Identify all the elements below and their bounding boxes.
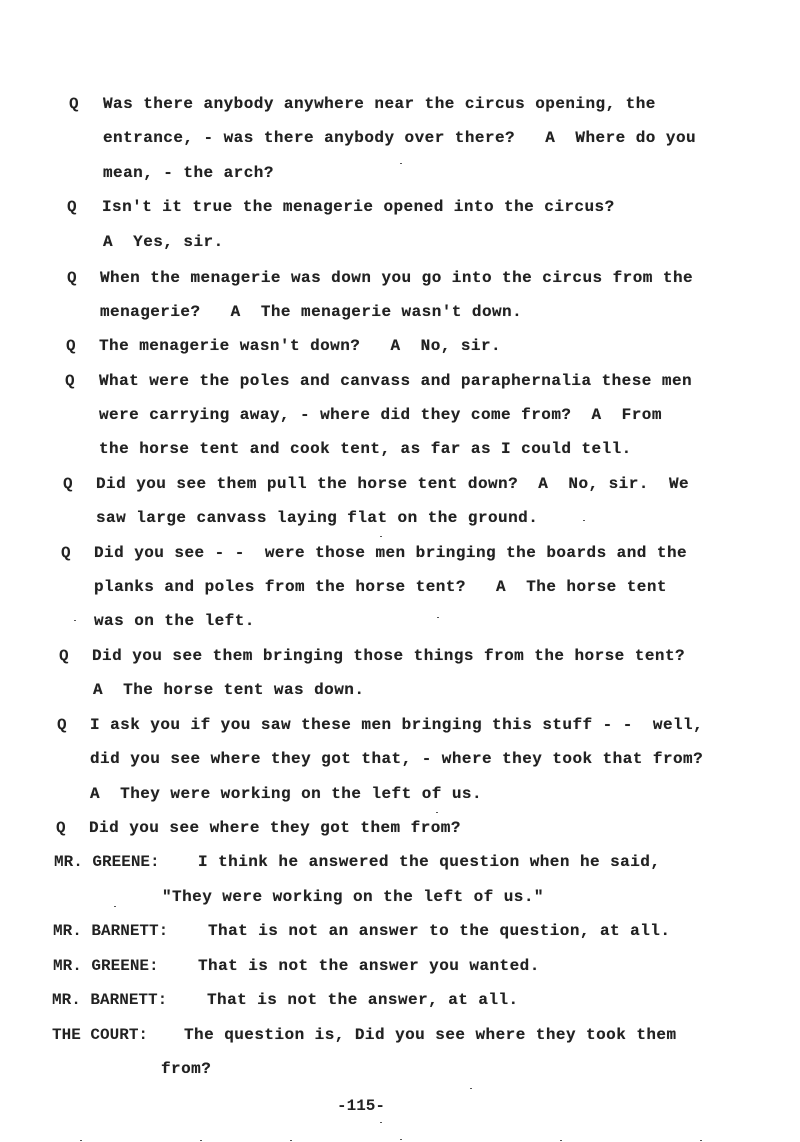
transcript-line: was on the left. xyxy=(94,612,255,630)
question-marker: Q xyxy=(69,95,79,113)
scan-speck xyxy=(583,520,585,521)
scan-speck xyxy=(380,536,382,537)
question-marker: Q xyxy=(67,198,77,216)
speaker-statement: That is not the answer, at all. xyxy=(207,991,519,1009)
question-marker: Q xyxy=(66,337,76,355)
speaker-label: THE COURT: xyxy=(52,1026,149,1044)
transcript-line: mean, - the arch? xyxy=(103,164,274,182)
scan-speck xyxy=(380,1122,382,1123)
question-marker: Q xyxy=(57,716,67,734)
transcript-line: The menagerie wasn't down? A No, sir. xyxy=(99,337,502,355)
scan-speck xyxy=(290,1140,292,1141)
page-number: -115- xyxy=(337,1097,386,1115)
speaker-statement: from? xyxy=(161,1060,212,1078)
scan-speck xyxy=(560,1140,562,1141)
question-marker: Q xyxy=(56,819,66,837)
scan-speck xyxy=(80,1140,82,1141)
transcript-line: Did you see them bringing those things from the horse tent? xyxy=(92,647,686,665)
transcript-line: What were the poles and canvass and paraphernalia these men xyxy=(99,372,693,390)
speaker-label: MR. BARNETT: xyxy=(52,991,168,1009)
speaker-label: MR. GREENE: xyxy=(53,957,159,975)
speaker-statement: I think he answered the question when he said, xyxy=(198,853,661,871)
scan-speck xyxy=(470,1088,472,1089)
transcript-line: Did you see where they got them from? xyxy=(89,819,461,837)
scan-speck xyxy=(400,1139,402,1140)
speaker-statement: "They were working on the left of us." xyxy=(162,888,544,906)
transcript-line: I ask you if you saw these men bringing this stuff - - well, xyxy=(90,716,704,734)
transcript-line: Isn't it true the menagerie opened into the circus? xyxy=(102,198,615,216)
question-marker: Q xyxy=(67,269,77,287)
answer-line: A They were working on the left of us. xyxy=(90,785,483,803)
question-marker: Q xyxy=(61,544,71,562)
speaker-statement: That is not the answer you wanted. xyxy=(198,957,540,975)
scan-speck xyxy=(74,620,76,621)
speaker-statement: The question is, Did you see where they took them xyxy=(184,1026,677,1044)
speaker-statement: That is not an answer to the question, at all. xyxy=(208,922,671,940)
question-marker: Q xyxy=(63,475,73,493)
speaker-label: MR. GREENE: xyxy=(54,853,160,871)
transcript-line: planks and poles from the horse tent? A The horse tent xyxy=(94,578,667,596)
transcript-line: Was there anybody anywhere near the circus opening, the xyxy=(103,95,656,113)
scan-speck xyxy=(700,1140,702,1141)
transcript-line: Did you see - - were those men bringing the boards and the xyxy=(94,544,688,562)
transcript-line: saw large canvass laying flat on the ground. xyxy=(96,509,539,527)
scan-speck xyxy=(437,617,439,618)
answer-line: A Yes, sir. xyxy=(103,233,224,251)
scan-speck xyxy=(436,812,438,813)
speaker-label: MR. BARNETT: xyxy=(53,922,169,940)
question-marker: Q xyxy=(59,647,69,665)
question-marker: Q xyxy=(65,372,75,390)
scan-speck xyxy=(400,163,402,164)
scan-speck xyxy=(114,906,116,907)
transcript-line: menagerie? A The menagerie wasn't down. xyxy=(100,303,523,321)
answer-line: A The horse tent was down. xyxy=(93,681,365,699)
transcript-line: the horse tent and cook tent, as far as I could tell. xyxy=(99,440,632,458)
transcript-line: When the menagerie was down you go into the circus from the xyxy=(100,269,694,287)
transcript-line: did you see where they got that, - where they took that from? xyxy=(90,750,704,768)
transcript-line: entrance, - was there anybody over there? A Where do you xyxy=(103,129,697,147)
transcript-line: were carrying away, - where did they come from? A From xyxy=(99,406,662,424)
scan-speck xyxy=(200,1140,202,1141)
transcript-line: Did you see them pull the horse tent down? A No, sir. We xyxy=(96,475,690,493)
